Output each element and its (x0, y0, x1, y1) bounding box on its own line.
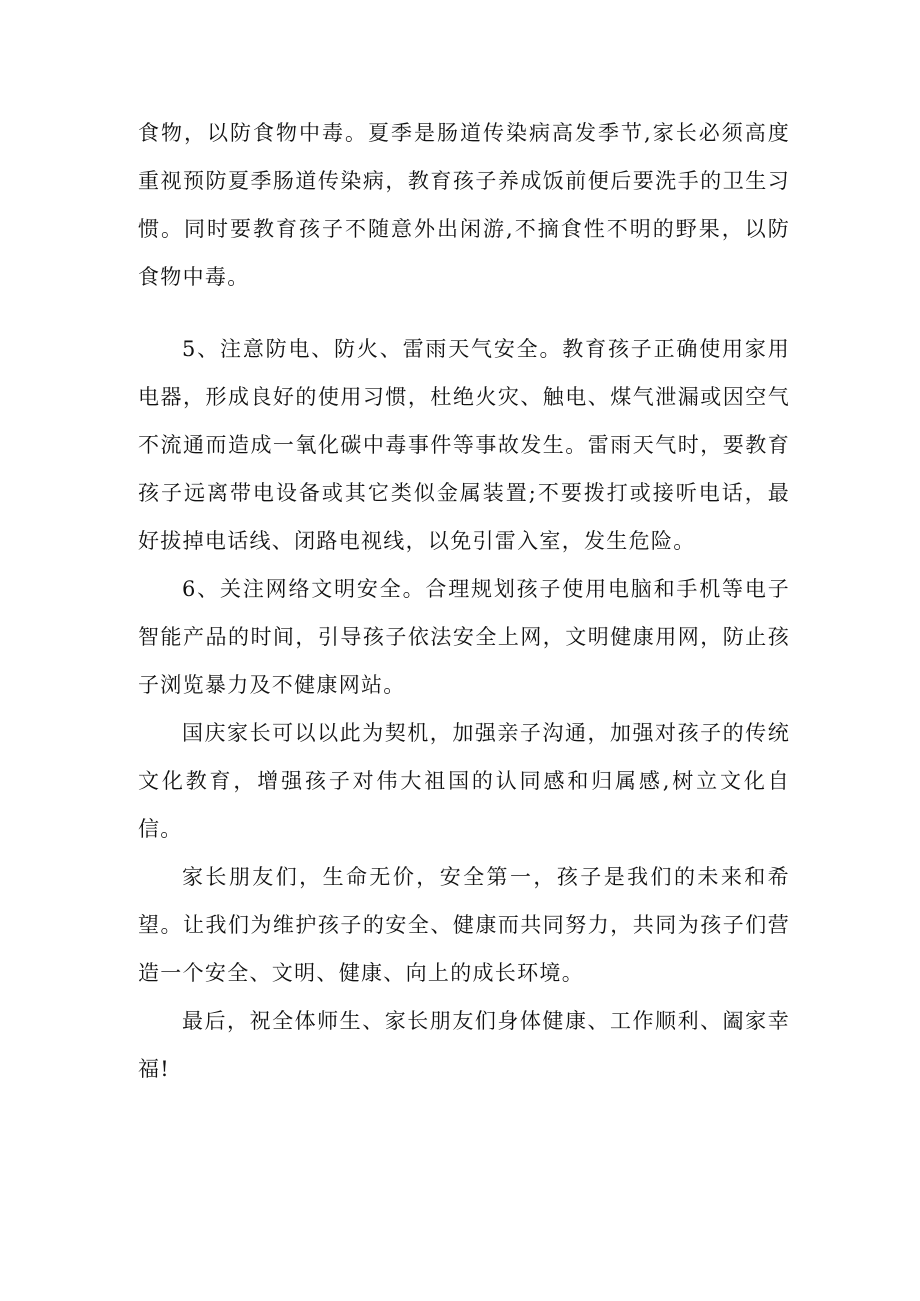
paragraph-food-safety-continued: 食物，以防食物中毒。夏季是肠道传染病高发季节,家长必须高度重视预防夏季肠道传染病，教育孩子养成饭前便后要洗手的卫生习惯。同时要教育孩子不随意外出闲游,不摘食性不明的野果，以防食物中毒。 (138, 121, 790, 289)
paragraph-parents-appeal: 家长朋友们，生命无价，安全第一，孩子是我们的未来和希望。让我们为维护孩子的安全、健康而共同努力，共同为孩子们营造一个安全、文明、健康、向上的成长环境。 (138, 865, 790, 985)
paragraph-national-day-education: 国庆家长可以以此为契机，加强亲子沟通，加强对孩子的传统文化教育，增强孩子对伟大祖国的认同感和归属感,树立文化自信。 (138, 721, 790, 841)
paragraph-closing-wishes: 最后，祝全体师生、家长朋友们身体健康、工作顺利、阖家幸福! (138, 1009, 790, 1081)
document-body (138, 109, 790, 1093)
paragraph-internet-safety: 6、关注网络文明安全。合理规划孩子使用电脑和手机等电子智能产品的时间，引导孩子依法安全上网，文明健康用网，防止孩子浏览暴力及不健康网站。 (138, 577, 790, 697)
paragraph-electric-fire-thunderstorm-safety: 5、注意防电、防火、雷雨天气安全。教育孩子正确使用家用电器，形成良好的使用习惯，杜绝火灾、触电、煤气泄漏或因空气不流通而造成一氧化碳中毒事件等事故发生。雷雨天气时，要教育孩子远离带电设备或其它类似金属装置;不要拨打或接听电话，最好拔掉电话线、闭路电视线，以免引雷入室，发生危险。 (138, 337, 790, 553)
